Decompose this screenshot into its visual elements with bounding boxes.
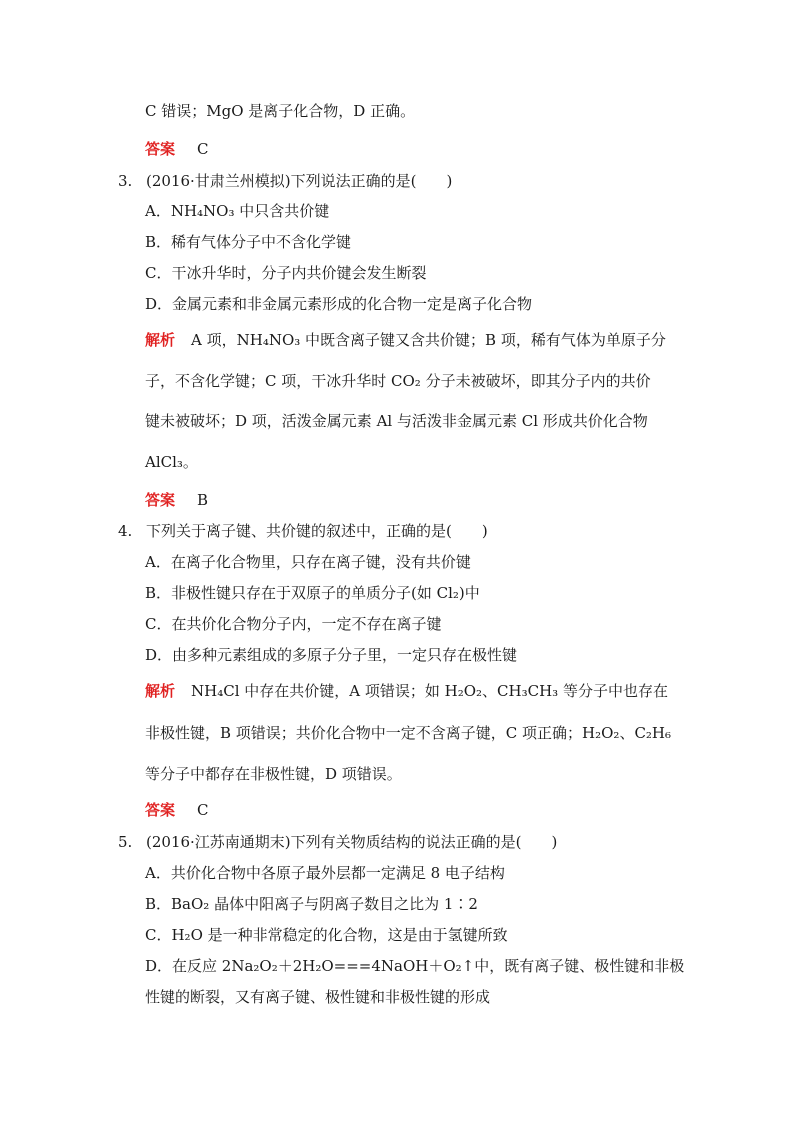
q4-answer <box>145 800 209 820</box>
q4-option-c: C．在共价化合物分子内，一定不存在离子键 <box>145 615 442 633</box>
q3-analysis-line-4: AlCl₃。 <box>145 453 198 471</box>
intro-text: C 错误；MgO 是离子化合物，D 正确。 <box>145 102 416 120</box>
q3-option-b: B．稀有气体分子中不含化学键 <box>145 233 352 251</box>
answer-value: C <box>197 801 209 819</box>
q3-analysis-line-1 <box>145 330 666 350</box>
analysis-label: 解析 <box>145 682 176 700</box>
answer-value: C <box>197 140 209 158</box>
answer-label: 答案 <box>145 140 176 158</box>
question-source: (2016·江苏南通期末) <box>146 833 291 851</box>
question-source: (2016·甘肃兰州模拟) <box>146 172 291 190</box>
q3-analysis-line-3: 键未被破坏；D 项，活泼金属元素 Al 与活泼非金属元素 Cl 形成共价化合物 <box>145 412 648 430</box>
q3-option-d: D．金属元素和非金属元素形成的化合物一定是离子化合物 <box>145 295 533 313</box>
question-text: 下列有关物质结构的说法正确的是( ) <box>290 833 558 851</box>
analysis-text: NH₄Cl 中存在共价键，A 项错误；如 H₂O₂、CH₃CH₃ 等分子中也存在 <box>191 682 668 700</box>
question-3-stem <box>118 171 452 191</box>
question-number: 5. <box>118 833 133 851</box>
q5-option-a: A．共价化合物中各原子最外层都一定满足 8 电子结构 <box>145 864 505 882</box>
answer-label: 答案 <box>145 801 176 819</box>
answer-label: 答案 <box>145 491 176 509</box>
question-4-stem <box>118 521 488 541</box>
q5-option-c: C．H₂O 是一种非常稳定的化合物，这是由于氢键所致 <box>145 926 508 944</box>
q3-option-c: C．干冰升华时，分子内共价键会发生断裂 <box>145 264 427 282</box>
intro-answer <box>145 139 209 159</box>
q3-analysis-line-2: 子，不含化学键；C 项，干冰升华时 CO₂ 分子未被破坏，即其分子内的共价 <box>145 372 651 390</box>
q3-answer <box>145 490 208 510</box>
analysis-label: 解析 <box>145 331 176 349</box>
q4-option-b: B．非极性键只存在于双原子的单质分子(如 Cl₂)中 <box>145 584 480 602</box>
q3-option-a: A．NH₄NO₃ 中只含共价键 <box>145 202 330 220</box>
question-number: 4. <box>118 522 133 540</box>
q5-option-d: D．在反应 2Na₂O₂＋2H₂O===4NaOH＋O₂↑中，既有离子键、极性键和非极 <box>145 957 685 975</box>
question-number: 3. <box>118 172 133 190</box>
answer-value: B <box>197 491 209 509</box>
analysis-text: A 项，NH₄NO₃ 中既含离子键又含共价键；B 项，稀有气体为单原子分 <box>191 331 666 349</box>
q4-option-d: D．由多种元素组成的多原子分子里，一定只存在极性键 <box>145 646 518 664</box>
q4-analysis-line-1 <box>145 681 668 701</box>
q4-analysis-line-2: 非极性键，B 项错误；共价化合物中一定不含离子键，C 项正确；H₂O₂、C₂H₆ <box>145 724 672 742</box>
q4-option-a: A．在离子化合物里，只存在离子键，没有共价键 <box>145 553 471 571</box>
q5-option-b: B．BaO₂ 晶体中阳离子与阴离子数目之比为 1∶2 <box>145 895 478 913</box>
q4-analysis-line-3: 等分子中都存在非极性键，D 项错误。 <box>145 765 402 783</box>
question-5-stem <box>118 832 557 852</box>
question-text: 下列关于离子键、共价键的叙述中，正确的是( ) <box>146 522 488 540</box>
q5-option-d-cont: 性键的断裂，又有离子键、极性键和非极性键的形成 <box>145 988 491 1006</box>
question-text: 下列说法正确的是( ) <box>290 172 453 190</box>
